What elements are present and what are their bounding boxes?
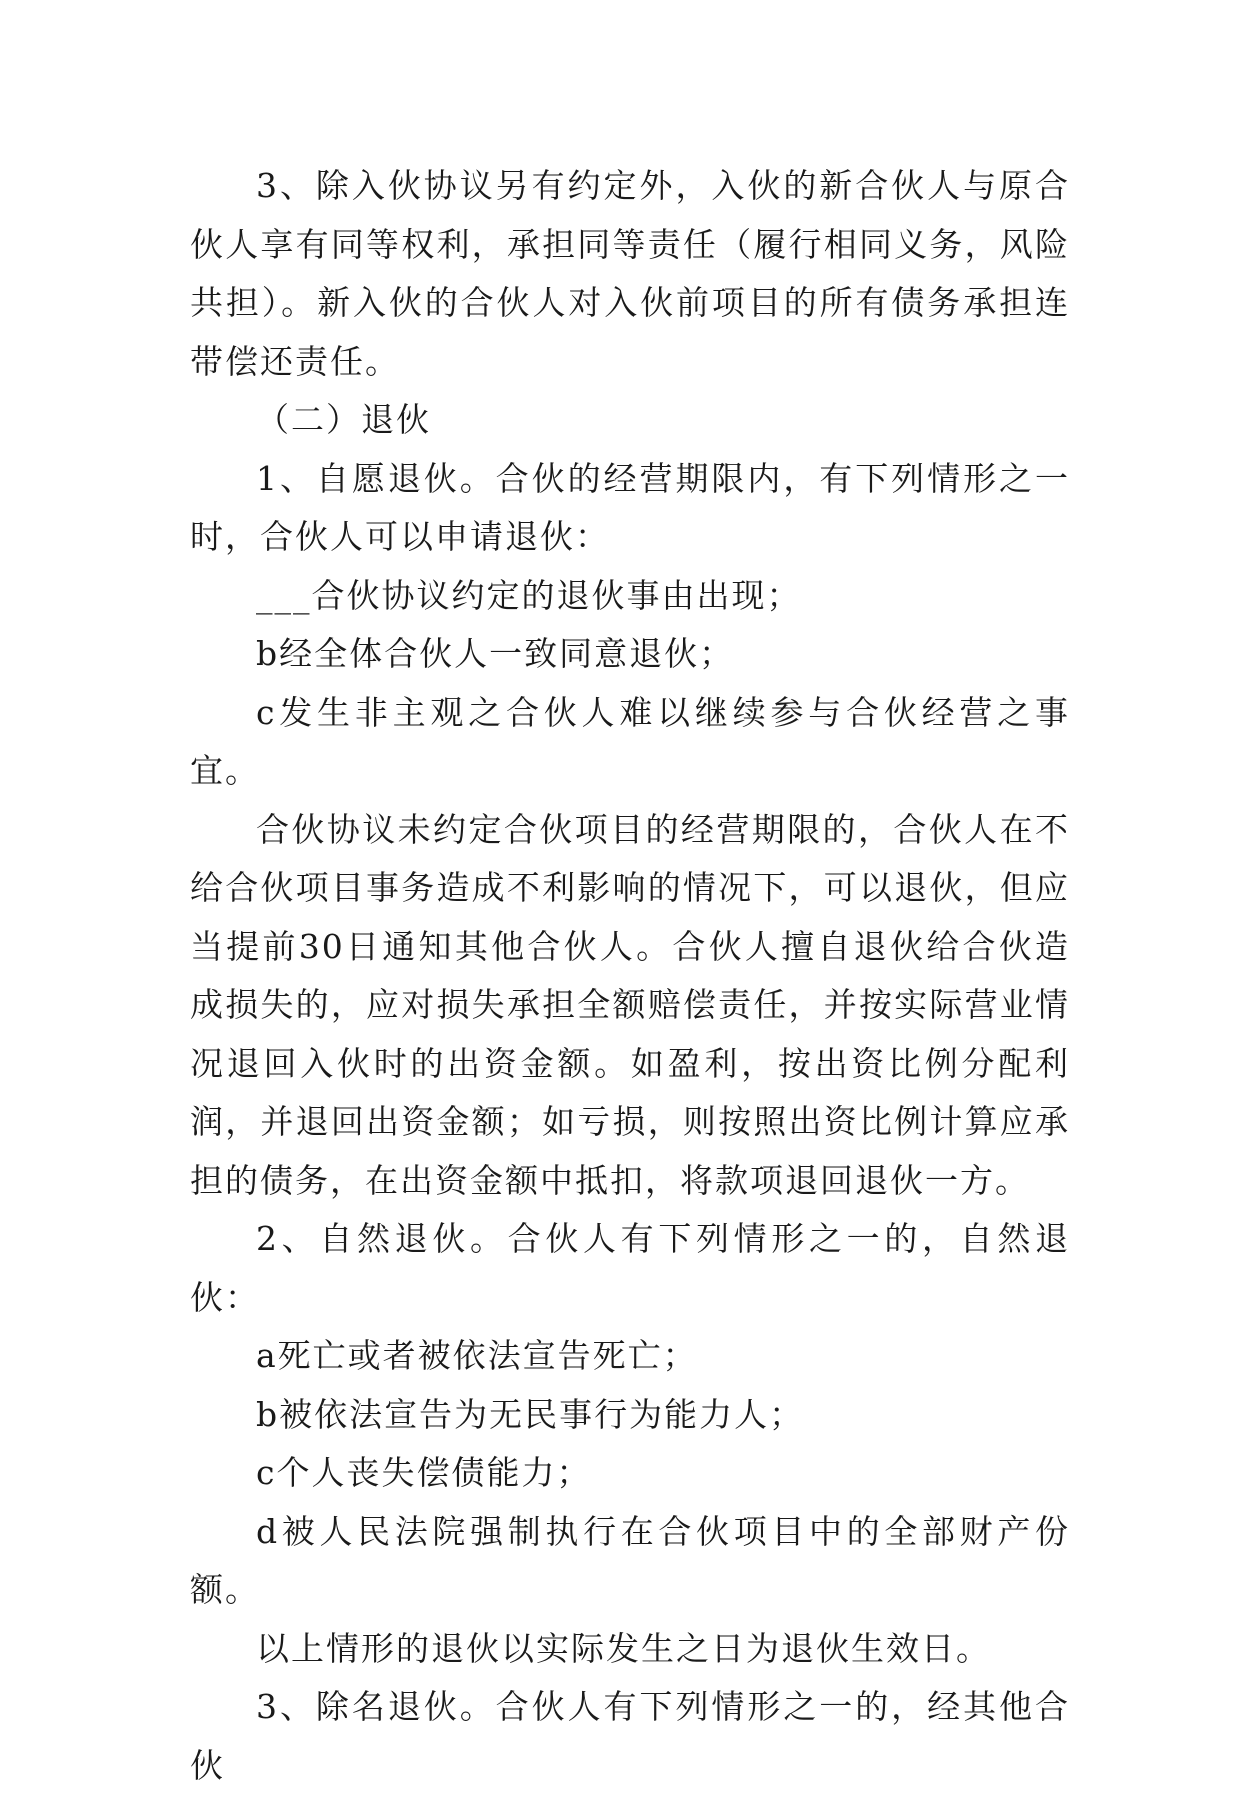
list-item-natural-d: d被人民法院强制执行在合伙项目中的全部财产份额。 (190, 1511, 1070, 1609)
paragraph-voluntary-withdrawal: 1、自愿退伙。合伙的经营期限内，有下列情形之一时，合伙人可以申请退伙： (190, 458, 1070, 556)
list-item-a: ___合伙协议约定的退伙事由出现； (256, 575, 802, 615)
list-item-natural-b: b被依法宣告为无民事行为能力人； (256, 1394, 805, 1434)
paragraph-natural-withdrawal: 2、自然退伙。合伙人有下列情形之一的，自然退伙： (190, 1219, 1070, 1317)
list-item-natural-a: a死亡或者被依法宣告死亡； (256, 1336, 698, 1375)
section-heading-withdrawal: （二）退伙 (256, 400, 431, 439)
paragraph-no-term-withdrawal: 合伙协议未约定合伙项目的经营期限的，合伙人在不给合伙项目事务造成不利影响的情况下，可以退伙，但应当提前30日通知其他合伙人。合伙人擅自退伙给合伙造成损失的，应对损失承担全额赔偿责任，并按实际营业情况退回入伙时的出资金额。如盈利，按出资比例分配利润，并退回出资金额；如亏损，则按照出资比例计算应承担的债务，在出资金额中抵扣，将款项退回退伙一方。 (190, 809, 1070, 1200)
paragraph-expulsion-withdrawal: 3、除名退伙。合伙人有下列情形之一的，经其他合伙 (190, 1687, 1070, 1785)
paragraph-effective-date: 以上情形的退伙以实际发生之日为退伙生效日。 (256, 1628, 991, 1668)
list-item-b: b经全体合伙人一致同意退伙； (256, 634, 735, 673)
document-body (190, 157, 1070, 1795)
paragraph-admission-rights: 3、除入伙协议另有约定外，入伙的新合伙人与原合伙人享有同等权利，承担同等责任（履行相同义务，风险共担）。新入伙的合伙人对入伙前项目的所有债务承担连带偿还责任。 (190, 166, 1070, 381)
list-item-c: c发生非主观之合伙人难以继续参与合伙经营之事宜。 (190, 692, 1070, 790)
list-item-natural-c: c个人丧失偿债能力； (256, 1453, 592, 1492)
